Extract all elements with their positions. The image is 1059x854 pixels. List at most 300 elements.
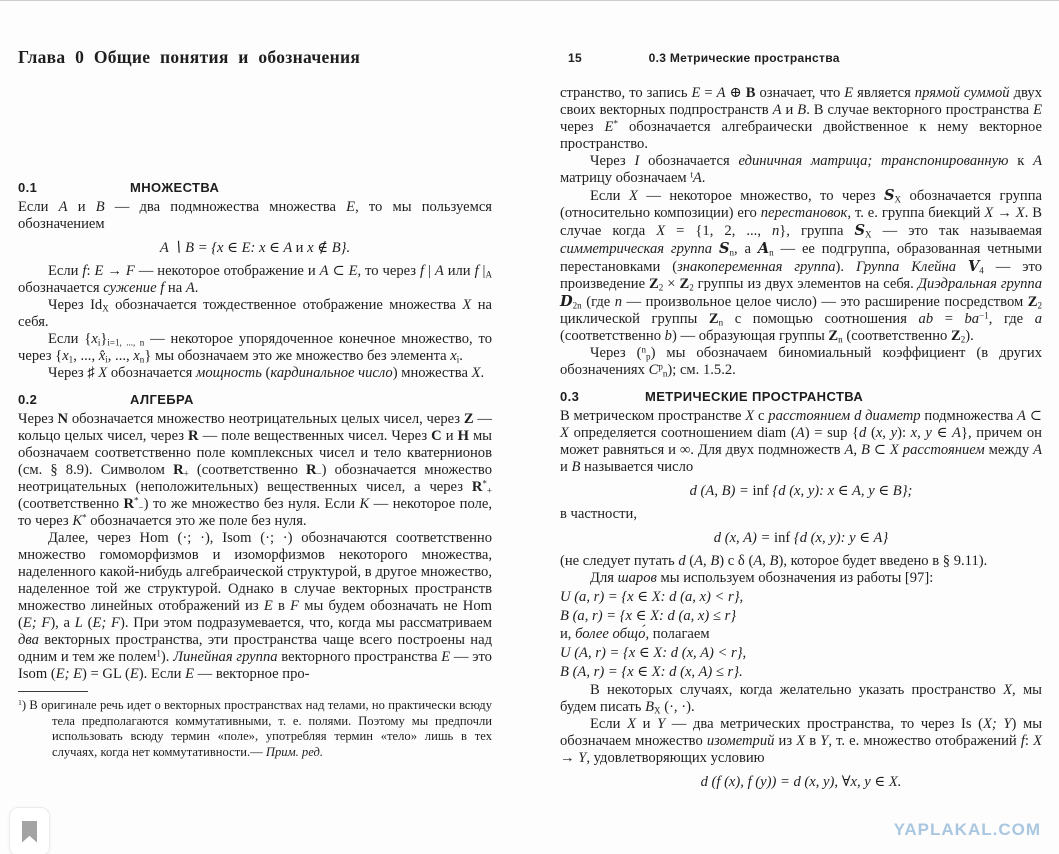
text-run: ) = GL ( <box>82 666 130 682</box>
text-run: (·, ·). <box>660 699 695 715</box>
paragraph <box>18 263 492 297</box>
text-run: ) множества <box>392 365 472 381</box>
text-run: , ..., <box>107 348 134 364</box>
text-run: A, B <box>753 553 779 569</box>
text-run: (соответственно <box>560 328 665 344</box>
text-run: , удовлетворяющих условию <box>586 750 765 766</box>
formula <box>560 588 1042 606</box>
text-run: * <box>134 495 139 506</box>
text-run: X <box>471 365 481 381</box>
text-run: p <box>646 351 651 362</box>
text-run: Если <box>48 263 83 279</box>
text-run: X <box>654 705 661 716</box>
text-run: с <box>754 408 769 424</box>
text-run: {d (x, y): y ∈ A} <box>790 530 889 546</box>
text-run: X; Y <box>982 716 1012 732</box>
text-run: d <box>678 553 686 569</box>
text-run: , то мы пользуемся обозначением <box>18 199 493 232</box>
text-run: U (A, r) = {x ∈ X: d (x, A) < r}, <box>560 645 747 661</box>
text-run: Если <box>18 199 59 215</box>
bookmark-button[interactable] <box>9 807 50 854</box>
text-run: знакопеременная группа <box>677 259 836 275</box>
text-run: Z <box>708 311 719 327</box>
page-number: 15 <box>568 51 582 65</box>
text-run: ): <box>897 425 911 441</box>
text-run: — некоторое отображение и <box>134 263 320 279</box>
text-run: Через Id <box>48 297 103 313</box>
text-run: E <box>1033 102 1043 118</box>
text-run: A <box>757 240 770 257</box>
text-run: сужение f <box>103 280 165 296</box>
text-run: . <box>194 280 199 296</box>
text-run: Если { <box>48 331 92 347</box>
text-run: 2 <box>1037 300 1042 311</box>
text-run: расстоянием <box>768 408 851 424</box>
text-run: обозначается алгебраически двойственное к нему векторное пространство. <box>560 119 1042 152</box>
text-run: E <box>185 666 194 682</box>
text-run: ⊂ <box>1025 408 1042 424</box>
text-run: 2 <box>960 334 966 345</box>
text-run: и <box>781 102 798 118</box>
text-run: единичная матрица; транспонированную <box>738 153 1009 169</box>
text-run: Y <box>657 716 666 732</box>
text-run: C <box>431 428 442 444</box>
text-run: Z <box>679 276 690 292</box>
text-run: L <box>74 615 83 631</box>
text-run: с помощью соотношения <box>723 311 919 327</box>
paragraph <box>18 297 492 331</box>
text-run: | <box>424 263 435 279</box>
text-run: ) = sup { <box>804 425 860 441</box>
text-run: X <box>1033 733 1043 749</box>
text-run: ( <box>866 425 876 441</box>
text-run: циклической группы <box>560 311 709 327</box>
text-run: Через <box>590 153 635 169</box>
text-run: S <box>854 222 866 239</box>
text-run: f <box>420 263 425 279</box>
text-run: 4 <box>979 265 984 276</box>
text-run: K <box>359 496 370 512</box>
text-run: обозначается множество неотрицательных целых чисел, через <box>68 411 464 427</box>
text-run: является <box>853 85 915 101</box>
text-run: d (f (x), f (y)) = d (x, y), <box>700 774 842 790</box>
text-run: ( <box>685 553 695 569</box>
paragraph <box>18 199 492 233</box>
text-run: X <box>1015 205 1025 221</box>
text-run: a <box>1034 311 1042 327</box>
text-run: в <box>272 598 291 614</box>
text-run: A <box>795 425 805 441</box>
text-run: F <box>290 598 299 614</box>
formula <box>560 644 1042 662</box>
text-run: , полагаем <box>645 626 710 642</box>
paragraph <box>18 331 492 365</box>
text-run: — два метрических пространства, то через Is ( <box>665 716 983 732</box>
text-run: A <box>319 263 329 279</box>
formula <box>560 482 1042 500</box>
text-run: U (a, r) = {x ∈ X: d (a, x) < r}, <box>560 589 744 605</box>
text-run: x, y ∈ X. <box>850 774 902 790</box>
text-run: — это Isom ( <box>18 649 492 682</box>
footnote-text <box>18 698 492 760</box>
text-run: — ее подгруппа, образованная четными перестановками ( <box>560 241 1042 275</box>
text-run: E <box>844 85 854 101</box>
text-run: → <box>560 750 579 766</box>
section-number: 0.1 <box>18 180 38 195</box>
formula <box>560 529 1042 547</box>
text-run: X <box>628 188 638 204</box>
text-run: i <box>97 337 101 348</box>
paragraph <box>560 153 1042 187</box>
text-run: − <box>316 468 322 479</box>
text-run: ⊕ <box>725 85 746 101</box>
text-run: изометрий <box>706 733 775 749</box>
paragraph <box>560 682 1042 716</box>
text-run: на <box>164 280 186 296</box>
text-run: , где <box>988 311 1035 327</box>
paragraph <box>560 187 1042 345</box>
text-run: группы из двух элементов на себя. <box>693 276 918 292</box>
text-run: мы обозначаем соответственно поле комплексных чисел и тело кватернионов (см. § 8.9). Символом <box>18 428 492 478</box>
text-run: B (a, r) = {x ∈ X: d (a, x) ≤ r} <box>560 608 737 624</box>
text-run: на себя. <box>18 297 493 330</box>
text-run: n <box>772 223 780 239</box>
text-run: к <box>1008 153 1034 169</box>
text-run: n <box>838 334 843 345</box>
text-run: : <box>1024 733 1034 749</box>
text-run: — два подмножества множества <box>104 199 347 215</box>
text-run: A <box>58 199 68 215</box>
text-run: Если <box>590 188 629 204</box>
text-run: E <box>346 199 356 215</box>
text-run: X <box>656 223 666 239</box>
bookmark-icon <box>22 821 37 843</box>
text-run: E <box>94 263 104 279</box>
text-run: мы используем обозначения из работы [97]: <box>656 570 934 586</box>
text-run: и, <box>560 626 576 642</box>
text-run: Через ( <box>590 345 642 361</box>
text-run: x <box>450 348 457 364</box>
left-page-content <box>18 180 492 760</box>
text-run: d (A, B) = <box>689 483 753 499</box>
text-run: B (A, r) = {x ∈ X: d (x, A) ≤ r}. <box>560 664 743 680</box>
text-run: . <box>480 365 485 381</box>
text-run: = <box>933 311 965 327</box>
text-run: n <box>769 247 774 258</box>
paragraph <box>560 570 1042 587</box>
text-run: Группа Клейна <box>855 259 957 275</box>
text-run: (где <box>581 294 615 310</box>
text-run: мощность <box>196 365 262 381</box>
text-run: (не следует путать <box>560 553 679 569</box>
text-run: + <box>486 485 492 496</box>
section-heading-0.2 <box>18 392 492 407</box>
text-run: X <box>894 194 902 205</box>
text-run: * <box>613 118 618 129</box>
text-run: между <box>984 442 1034 458</box>
text-run: — векторное про- <box>194 666 310 682</box>
text-run: A <box>772 102 782 118</box>
text-run: . В случае когда <box>560 205 1043 239</box>
text-run: X <box>627 716 637 732</box>
text-run: x, y <box>875 425 898 441</box>
text-run: n <box>139 354 145 365</box>
text-run: E <box>691 85 701 101</box>
paragraph <box>560 716 1042 767</box>
text-run: f <box>474 263 479 279</box>
text-run: — кольцо целых чисел, через <box>18 411 492 444</box>
chapter-title: Глава 0 Общие понятия и обозначения <box>18 47 361 67</box>
text-run: два <box>18 632 39 648</box>
text-run: ) В оригинале речь идет о векторных пространствах над телами, но практически всюду тела предполагаются коммутативными, т. е. полями. Поэтому мы предпочли использовать всюду термин «поле», употребляя термин «тело» лишь в тех случаях, когда нет коммутативности.— <box>21 698 492 759</box>
section-number: 0.3 <box>560 389 580 404</box>
text-run: Через <box>18 411 58 427</box>
text-run: ∀ <box>841 774 851 790</box>
text-run: R <box>306 462 317 478</box>
text-run: Z <box>951 328 961 344</box>
text-run: , мы будем писать <box>560 682 1042 715</box>
text-run: x̂ <box>98 348 106 364</box>
text-run: диаметр <box>865 408 921 424</box>
text-run: R <box>173 462 184 478</box>
text-run: , то через <box>357 263 420 279</box>
text-run: f <box>82 263 87 279</box>
text-run: E <box>441 649 451 665</box>
paragraph <box>18 411 492 530</box>
text-run: B <box>745 85 756 101</box>
text-run: ) обозначается множество неотрицательных (неположительных) вещественных чисел, а через <box>18 462 492 495</box>
text-run: и <box>67 199 96 215</box>
text-run: симметрическая группа <box>560 241 713 257</box>
text-run: A ∖ B = {x ∈ E: x ∈ A <box>159 240 296 256</box>
text-run: * <box>82 512 87 523</box>
text-run: d (x, A) = <box>713 530 775 546</box>
text-run: ). <box>835 259 856 275</box>
text-run: i <box>456 354 460 365</box>
text-run: ( <box>261 365 271 381</box>
text-run: Z <box>649 276 659 292</box>
text-run: × <box>663 276 680 292</box>
text-run: 2n <box>572 300 582 311</box>
text-run: (соответственно <box>842 328 951 344</box>
text-run: A <box>1017 408 1026 424</box>
text-run: → <box>993 205 1016 221</box>
text-run: Прим. ред. <box>265 744 324 759</box>
text-run: D <box>560 293 573 310</box>
text-run: f <box>1020 733 1025 749</box>
paragraph <box>560 506 1042 523</box>
text-run: ba <box>964 311 980 327</box>
text-run: A <box>716 85 726 101</box>
text-run: обозначается <box>639 153 739 169</box>
text-run: X <box>889 442 899 458</box>
text-run: подмножества <box>920 408 1018 424</box>
text-run: ) с δ ( <box>719 553 754 569</box>
text-run: ); см. 1.5.2. <box>667 362 736 378</box>
text-run: Далее, через Hom (·; ·), Isom (·; ·) обозначаются соответственно множество гомоморфизмов и изоморфизмов некоторого множества, наделенного какой-нибудь алгебраической структурой, в другое множество, наделенное той же структурой. Однако в случае векторных пространств множество линейных отображений из <box>18 530 492 614</box>
text-run: 2 <box>658 282 664 293</box>
text-run: E; E <box>55 666 83 682</box>
text-run: X <box>865 229 872 240</box>
text-run: означает, что <box>755 85 845 101</box>
text-run: → <box>103 263 126 279</box>
watermark: YAPLAKAL.COM <box>893 820 1041 839</box>
right-page <box>560 51 1042 797</box>
text-run: ). <box>160 649 174 665</box>
text-run: inf <box>752 483 769 499</box>
paragraph <box>560 345 1042 379</box>
text-run <box>712 241 719 257</box>
text-run: кардинальное число <box>270 365 393 381</box>
text-run: inf <box>774 530 791 546</box>
text-run: }, причем он может равняться и ∞. Для двух подмножеств <box>560 425 1042 458</box>
text-run: {d (x, y): x ∈ A, y ∈ B}; <box>768 483 913 499</box>
text-run: ( <box>82 615 93 631</box>
text-run: обозначается группа (относительно композиции) его <box>560 188 1042 221</box>
text-run: , а <box>734 241 758 257</box>
text-run: x <box>62 348 69 364</box>
footnote-rule <box>18 691 88 692</box>
text-run: X <box>1003 682 1013 698</box>
text-run: — произвольное целое число) — это расширение посредством <box>622 294 1028 310</box>
text-run: двух своих векторных подпространств <box>560 85 1042 118</box>
text-run: В метрическом пространстве <box>560 408 746 424</box>
text-run: } <box>100 331 108 347</box>
text-run: перестановок <box>760 205 848 221</box>
text-run: прямой суммой <box>914 85 1010 101</box>
text-run: I <box>634 153 640 169</box>
text-run: H <box>457 428 469 444</box>
text-run: . <box>459 348 463 364</box>
paragraph <box>560 408 1042 476</box>
paragraph <box>18 530 492 683</box>
text-run: R <box>188 428 199 444</box>
section-title: МНОЖЕСТВА <box>130 180 220 195</box>
text-run: * <box>482 478 487 489</box>
text-run: ) — образующая группы <box>671 328 829 344</box>
text-run: −1 <box>979 310 989 321</box>
text-run: ). При этом подразумевается, что, когда мы рассматриваем <box>119 615 493 631</box>
text-run: E <box>348 263 358 279</box>
text-run: X <box>745 408 755 424</box>
text-run: Z <box>828 328 839 344</box>
text-run: и <box>636 716 658 732</box>
text-run: A <box>185 280 195 296</box>
text-run: ) мы обозначаем множество <box>560 716 1043 749</box>
text-run: обозначается это же поле без нуля. <box>86 513 307 529</box>
text-run: x, y <box>910 425 932 441</box>
text-run: ) мы обозначаем биномиальный коэффициент (в других обозначениях <box>560 345 1042 378</box>
text-run: ), которое будет введено в § 9.11). <box>778 553 988 569</box>
text-run: = {1, 2, ..., <box>665 223 772 239</box>
text-run: + <box>183 468 189 479</box>
text-run: через <box>560 119 605 135</box>
text-run: определяется соотношением diam ( <box>568 425 796 441</box>
text-run: — поле вещественных чисел. Через <box>198 428 432 444</box>
text-run: матрицу обозначаем <box>560 170 691 186</box>
text-run: расстоянием <box>902 442 985 458</box>
text-run: более общо́ <box>575 626 646 642</box>
text-run: d <box>859 425 867 441</box>
text-run: Z <box>1027 294 1038 310</box>
text-run: . В случае векторного пространства <box>806 102 1034 118</box>
text-run: — это произведение <box>560 259 1042 292</box>
text-run: n <box>641 344 647 355</box>
text-run: R <box>123 496 135 512</box>
text-run: из <box>774 733 797 749</box>
text-run: обозначается тождественное отображение множества <box>108 297 463 313</box>
text-run: V <box>967 258 980 275</box>
text-run: ). Если <box>138 666 186 682</box>
running-header-title: 0.3 Метрические пространства <box>648 51 840 65</box>
text-run: x ∉ B}. <box>303 240 351 256</box>
text-run: A <box>1033 442 1042 458</box>
paragraph <box>560 553 1042 570</box>
text-run: Y <box>578 750 587 766</box>
text-run: , т. е. множество отображений <box>828 733 1021 749</box>
text-run: Y <box>820 733 829 749</box>
text-run: E <box>263 598 273 614</box>
text-run: Для <box>590 570 618 586</box>
text-run: E; F <box>22 615 51 631</box>
text-run: E; F <box>92 615 120 631</box>
text-run: X <box>102 303 109 314</box>
text-run: n <box>729 247 735 258</box>
text-run: Диэдральная группа <box>917 276 1042 292</box>
formula <box>18 239 492 257</box>
text-run: обозначается <box>18 280 104 296</box>
text-run: B <box>95 199 105 215</box>
formula <box>560 773 1042 791</box>
text-run: 1 <box>18 698 22 708</box>
text-run: X <box>984 205 994 221</box>
text-run: } мы обозначаем это же множество без элемента <box>144 348 451 364</box>
paragraph <box>560 626 1042 643</box>
text-run: i=1, ..., n <box>107 337 145 348</box>
text-run: В некоторых случаях, когда желательно указать пространство <box>590 682 1004 698</box>
section-number: 0.2 <box>18 392 38 407</box>
text-run: 2 <box>689 282 694 293</box>
footnote <box>18 691 492 760</box>
text-run <box>956 259 968 275</box>
text-run: : <box>86 263 95 279</box>
formula <box>560 663 1042 681</box>
text-run: R <box>471 479 483 495</box>
text-run: странство, то запись <box>560 85 692 101</box>
text-run: — некоторое поле, то через <box>18 496 492 529</box>
paragraph <box>18 365 492 382</box>
text-run: X <box>560 425 569 441</box>
text-run: ), а <box>50 615 75 631</box>
text-run: A, B <box>844 442 870 458</box>
text-run: B <box>797 102 807 118</box>
text-run: — некоторое упорядоченное конечное множество, то через { <box>18 331 492 364</box>
text-run: }, группа <box>779 223 855 239</box>
text-run: (соответственно <box>188 462 307 478</box>
text-run: d <box>854 408 862 424</box>
text-run: A <box>485 269 493 280</box>
left-page <box>18 47 492 760</box>
text-run: — некоторое множество, то через <box>637 188 884 204</box>
text-run: или <box>443 263 475 279</box>
text-run: x <box>91 331 98 347</box>
text-run: E <box>604 119 614 135</box>
text-run: X <box>98 365 108 381</box>
text-run: S <box>718 240 730 257</box>
section-title: МЕТРИЧЕСКИЕ ПРОСТРАНСТВА <box>645 389 864 404</box>
text-run: C <box>648 362 659 378</box>
right-page-content <box>560 85 1042 791</box>
